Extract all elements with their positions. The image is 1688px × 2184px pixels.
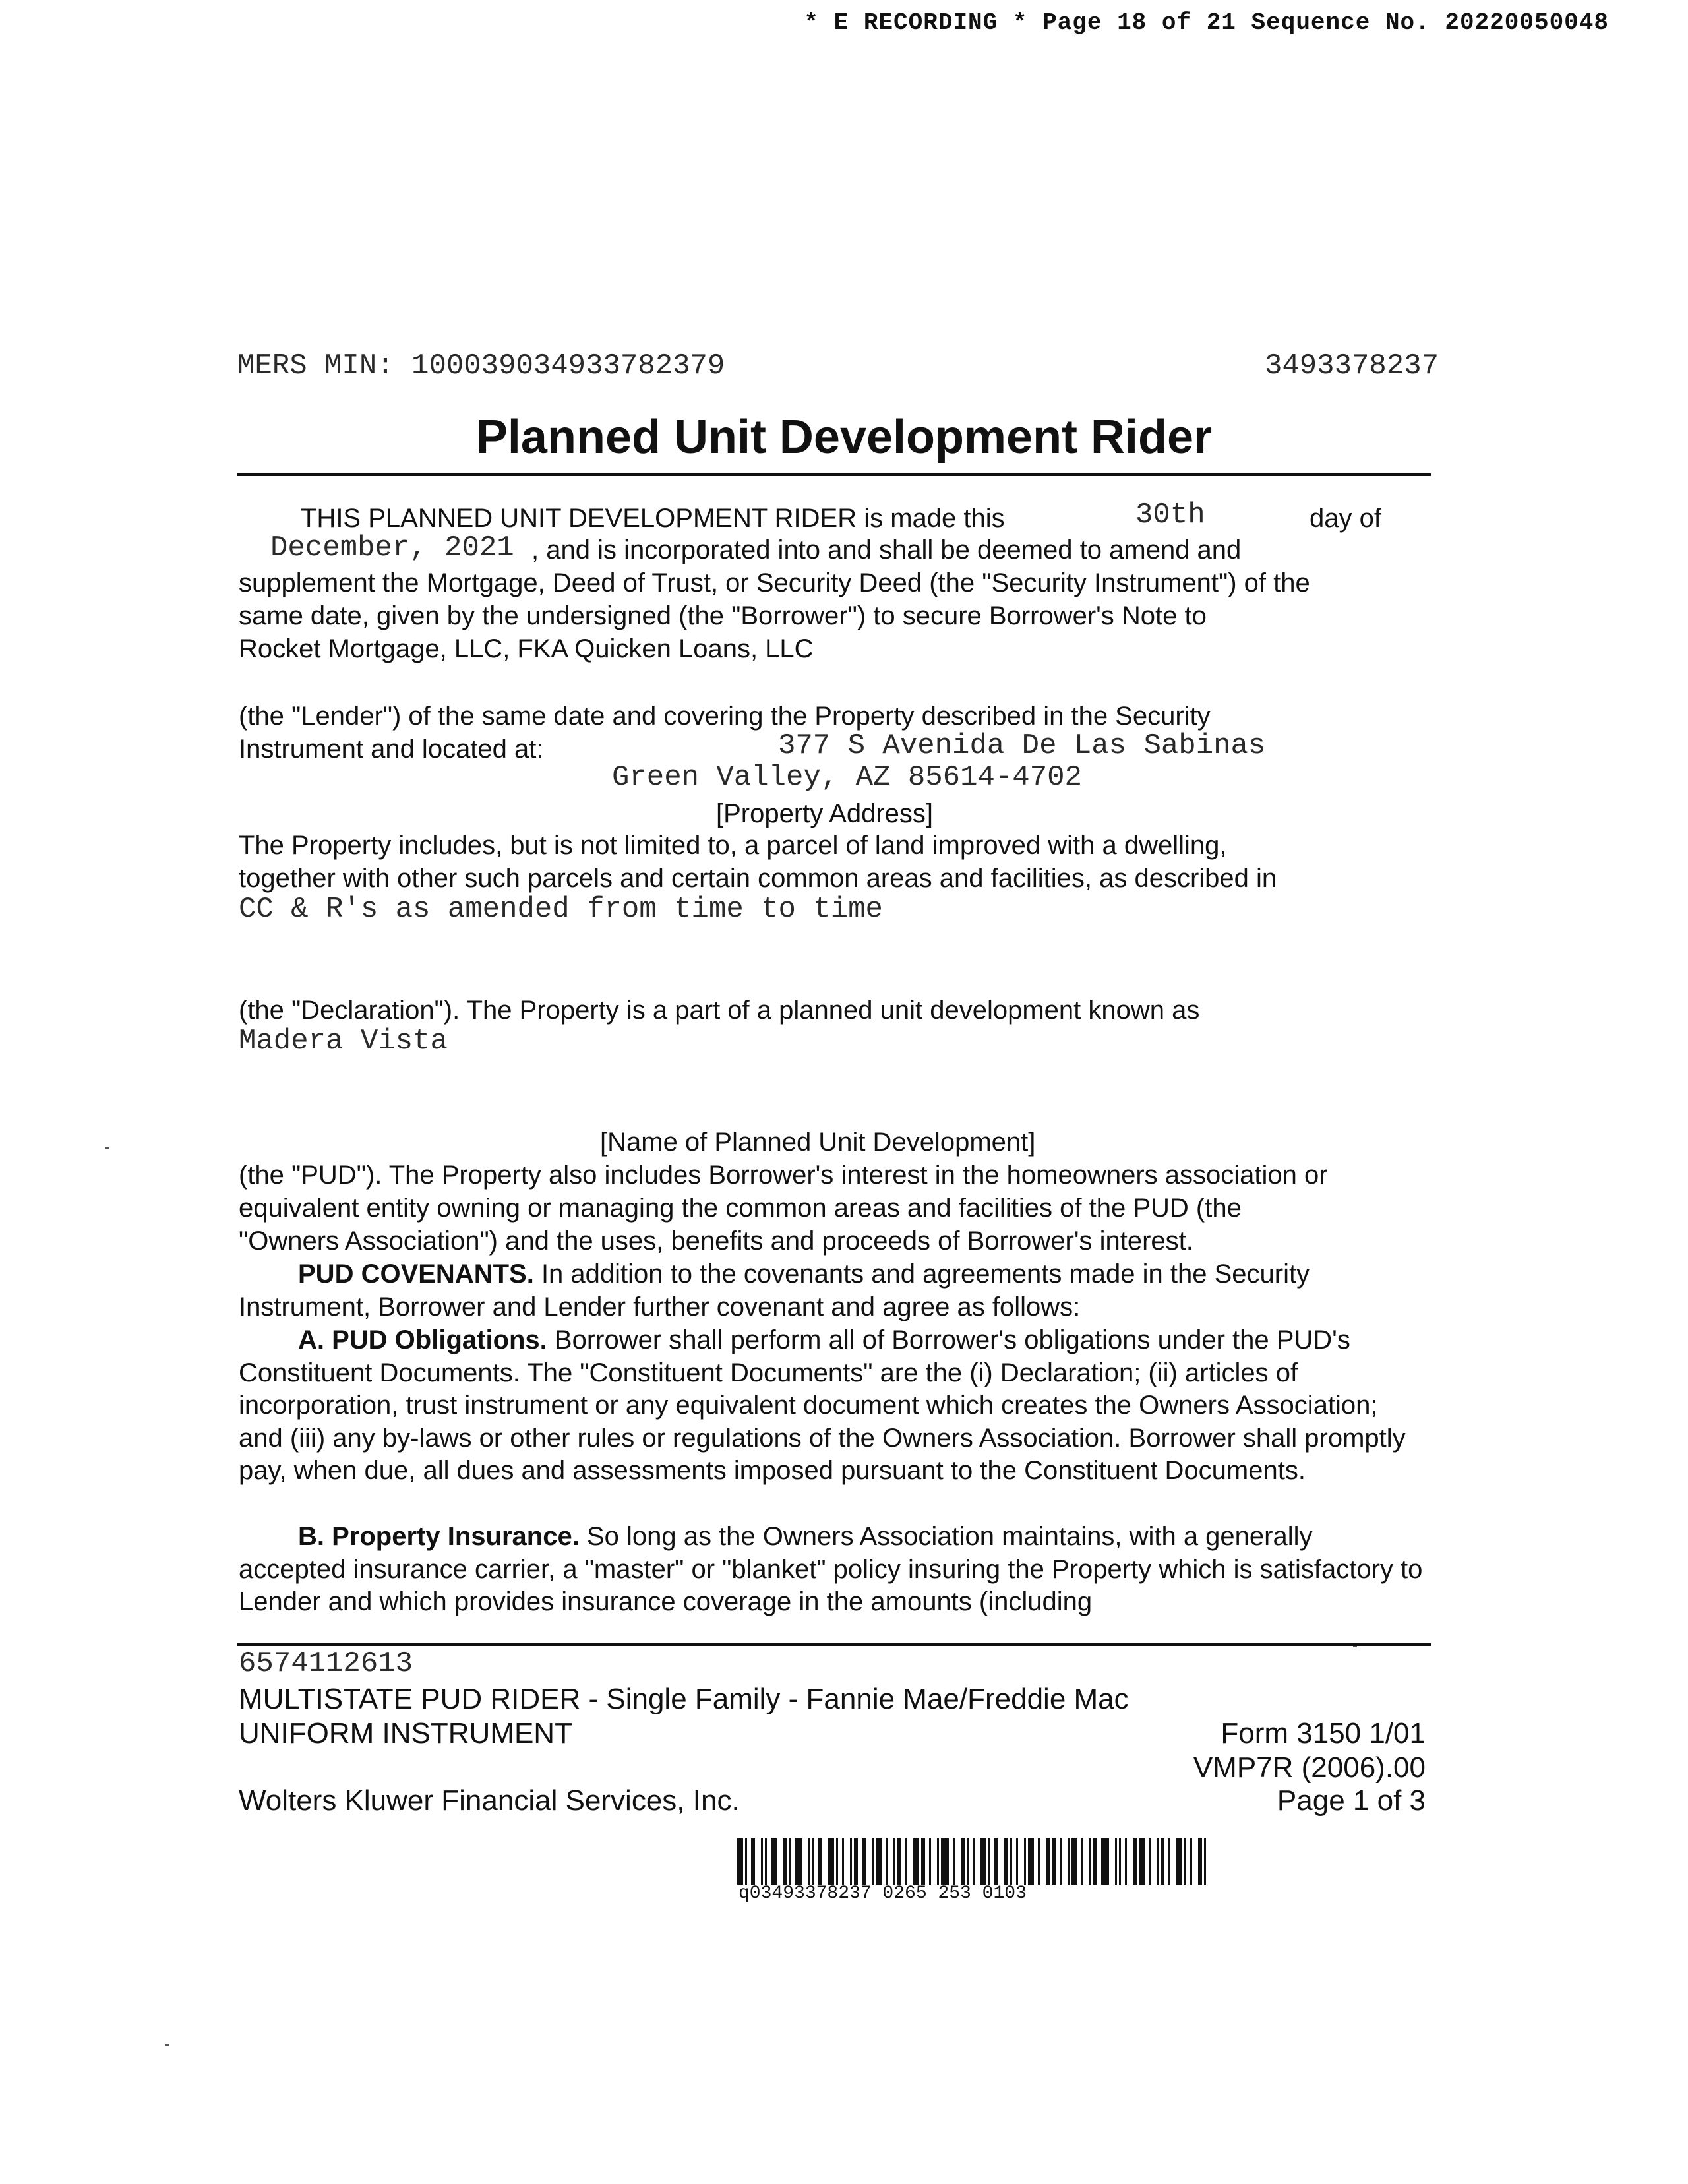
barcode-bar (893, 1838, 895, 1885)
barcode-bar (761, 1838, 763, 1885)
barcode-bar (1068, 1838, 1070, 1885)
barcode-bar (905, 1838, 907, 1885)
barcode-bar (751, 1838, 755, 1885)
barcode-bar (973, 1838, 975, 1885)
barcode-bar (1204, 1838, 1206, 1885)
section-b-text: So long as the Owners Association maintains, with a generally accepted insurance carrier, a "master" or "blanket" policy insuring the Property which is satisfactory to Lender and which provides insurance coverage in the amounts (including (239, 1522, 1423, 1617)
title-rule (237, 473, 1431, 476)
rider-month-year: December, 2021 (270, 531, 514, 564)
barcode-bar (921, 1838, 925, 1885)
barcode-bar (994, 1838, 998, 1885)
section-a-text: Borrower shall perform all of Borrower's obligations under the PUD's Constituent Documents. The "Constituent Documents" are the (i) Declaration; (ii) articles of incorporation, trust instrument or any equivalent document which creates the Owners Association; and (iii) any by-laws or other rules or regulations of the Owners Association. Borrower shall promptly pay, when due, all dues and assessments imposed pursuant to the Constituent Documents. (239, 1325, 1406, 1486)
barcode-text: q03493378237 0265 253 0103 (738, 1883, 1027, 1904)
barcode-bar (854, 1838, 858, 1885)
barcode-bar (842, 1838, 844, 1885)
barcode-bar (1016, 1838, 1018, 1885)
pud-line3: "Owners Association") and the uses, benefits and proceeds of Borrower's interest. (239, 1227, 1193, 1256)
scan-speck (106, 1147, 109, 1149)
property-line2: together with other such parcels and certain common areas and facilities, as described in (239, 864, 1277, 893)
barcode-bar (1093, 1838, 1097, 1885)
document-title: Planned Unit Development Rider (475, 411, 1213, 464)
declaration-name: CC & R's as amended from time to time (239, 893, 883, 926)
pud-line2: equivalent entity owning or managing the common areas and facilities of the PUD (the (239, 1194, 1242, 1223)
barcode-bar (876, 1838, 882, 1885)
barcode-bar (862, 1838, 866, 1885)
footer-uniform-instrument: UNIFORM INSTRUMENT (239, 1717, 572, 1749)
declaration-line1: (the "Declaration"). The Property is a part of a planned unit development known as (239, 996, 1200, 1025)
pud-covenants-text: In addition to the covenants and agreements made in the Security Instrument, Borrower and Lender further covenant and agree as follows: (239, 1259, 1310, 1321)
barcode-bar (1004, 1838, 1008, 1885)
rider-day: 30th (1135, 499, 1205, 531)
footer-doc-number: 6574112613 (239, 1647, 413, 1680)
barcode (737, 1838, 1212, 1885)
barcode-bar (1038, 1838, 1040, 1885)
barcode-bar (795, 1838, 802, 1885)
barcode-bar (1160, 1838, 1164, 1885)
pud-name-caption: [Name of Planned Unit Development] (600, 1128, 1036, 1157)
intro-line4: same date, given by the undersigned (the "Borrower") to secure Borrower's Note to (239, 601, 1207, 630)
barcode-bar (1133, 1838, 1137, 1885)
barcode-bar (1024, 1838, 1026, 1885)
intro-line1-end: day of (1310, 504, 1381, 533)
scan-speck (1353, 1646, 1357, 1647)
barcode-bar (1190, 1838, 1192, 1885)
barcode-bar (1046, 1838, 1050, 1885)
barcode-bar (1081, 1838, 1083, 1885)
barcode-bar (913, 1838, 919, 1885)
barcode-bar (1052, 1838, 1056, 1885)
lender-line2: Instrument and located at: (239, 735, 544, 764)
barcode-bar (771, 1838, 777, 1885)
barcode-bar (1089, 1838, 1091, 1885)
barcode-bar (850, 1838, 852, 1885)
pud-covenants-paragraph (239, 1258, 1426, 1323)
mers-number: 100039034933782379 (411, 349, 725, 382)
barcode-bar (1115, 1838, 1117, 1885)
barcode-bar (828, 1838, 834, 1885)
barcode-bar (1168, 1838, 1170, 1885)
lender-name: Rocket Mortgage, LLC, FKA Quicken Loans, LLC (239, 634, 814, 663)
pud-covenants-heading: PUD COVENANTS. (298, 1259, 534, 1289)
property-address-line1: 377 S Avenida De Las Sabinas (778, 729, 1266, 762)
section-a-heading: A. PUD Obligations. (298, 1325, 547, 1354)
barcode-bar (1119, 1838, 1121, 1885)
mers-label: MERS MIN: (237, 349, 394, 382)
barcode-bar (953, 1838, 955, 1885)
pud-name: Madera Vista (239, 1025, 448, 1058)
barcode-bar (886, 1838, 888, 1885)
barcode-bar (988, 1838, 990, 1885)
footer-form-number: Form 3150 1/01 (1221, 1717, 1426, 1749)
barcode-bar (980, 1838, 986, 1885)
barcode-bar (1184, 1838, 1186, 1885)
barcode-bar (745, 1838, 747, 1885)
barcode-bar (737, 1838, 743, 1885)
barcode-bar (1149, 1838, 1151, 1885)
barcode-bar (929, 1838, 931, 1885)
barcode-bar (1198, 1838, 1202, 1885)
property-address-caption: [Property Address] (716, 799, 934, 828)
loan-number: 3493378237 (1264, 349, 1439, 382)
barcode-bar (1010, 1838, 1012, 1885)
barcode-bar (783, 1838, 787, 1885)
property-address-line2: Green Valley, AZ 85614-4702 (612, 761, 1082, 794)
barcode-bar (1071, 1838, 1077, 1885)
barcode-bar (897, 1838, 901, 1885)
footer-form-title: MULTISTATE PUD RIDER - Single Family - Fannie Mae/Freddie Mac (239, 1683, 1129, 1715)
barcode-bar (818, 1838, 822, 1885)
property-line1: The Property includes, but is not limited to, a parcel of land improved with a dwelling, (239, 831, 1227, 860)
footer-page-number: Page 1 of 3 (1277, 1784, 1426, 1817)
barcode-bar (1028, 1838, 1034, 1885)
scan-speck (165, 2044, 169, 2046)
barcode-bar (967, 1838, 969, 1885)
mers-line (237, 349, 725, 382)
barcode-bar (1060, 1838, 1062, 1885)
barcode-bar (937, 1838, 939, 1885)
footer-vmp-code: VMP7R (2006).00 (1193, 1751, 1426, 1784)
barcode-bar (872, 1838, 874, 1885)
lender-line1: (the "Lender") of the same date and covering the Property described in the Security (239, 702, 1211, 731)
barcode-bar (812, 1838, 814, 1885)
section-a-paragraph (239, 1324, 1426, 1488)
barcode-bar (941, 1838, 949, 1885)
barcode-bar (1176, 1838, 1182, 1885)
section-b-heading: B. Property Insurance. (298, 1522, 580, 1551)
intro-line1-start: THIS PLANNED UNIT DEVELOPMENT RIDER is made this (301, 504, 1005, 533)
barcode-bar (1125, 1838, 1127, 1885)
barcode-bar (789, 1838, 791, 1885)
intro-line3: supplement the Mortgage, Deed of Trust, or Security Deed (the "Security Instrument") of the (239, 568, 1310, 597)
barcode-bar (1139, 1838, 1145, 1885)
footer-publisher: Wolters Kluwer Financial Services, Inc. (239, 1784, 740, 1817)
intro-line2-rest: , and is incorporated into and shall be deemed to amend and (531, 535, 1242, 564)
barcode-bar (836, 1838, 838, 1885)
barcode-bar (1157, 1838, 1159, 1885)
barcode-bar (765, 1838, 767, 1885)
barcode-bar (808, 1838, 810, 1885)
barcode-bar (961, 1838, 965, 1885)
section-b-paragraph (239, 1521, 1426, 1619)
recording-header: * E RECORDING * Page 18 of 21 Sequence No. 20220050048 (804, 9, 1609, 36)
footer-rule (237, 1643, 1431, 1646)
barcode-bar (1101, 1838, 1109, 1885)
pud-line1: (the "PUD"). The Property also includes Borrower's interest in the homeowners association or (239, 1161, 1328, 1190)
